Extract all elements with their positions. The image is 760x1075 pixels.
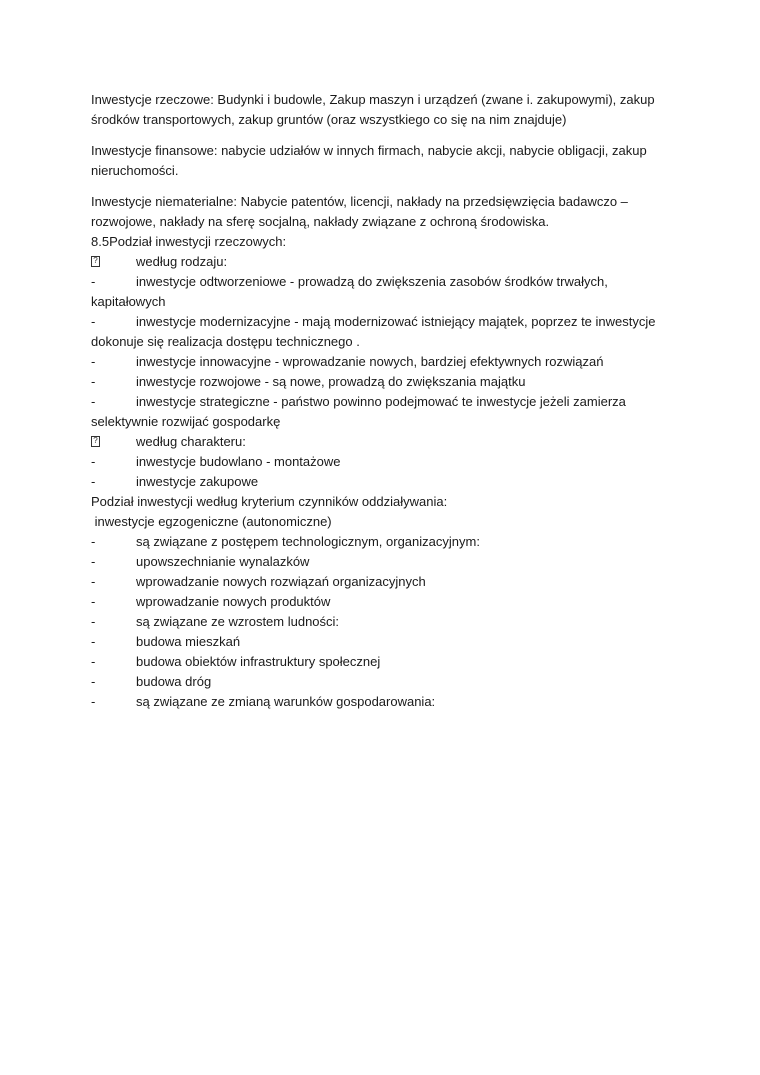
dash-marker: - <box>91 554 96 569</box>
list-item <box>91 552 660 572</box>
dash-marker: - <box>91 694 96 709</box>
dash-marker: - <box>91 374 96 389</box>
list-item-text: wprowadzanie nowych produktów <box>136 594 331 609</box>
list-item-text: budowa dróg <box>136 674 212 689</box>
category-by-character <box>91 432 660 452</box>
list-item-text: budowa obiektów infrastruktury społecznej <box>136 654 381 669</box>
missing-glyph-icon <box>91 252 100 272</box>
exogenous-heading: inwestycje egzogeniczne (autonomiczne) <box>91 514 332 529</box>
list-item-text: inwestycje odtworzeniowe - prowadzą do zwiększenia zasobów środków trwałych, kapitałowych <box>91 274 608 309</box>
list-item <box>91 652 660 672</box>
list-item <box>91 352 660 372</box>
list-item <box>91 632 660 652</box>
section-heading: 8.5Podział inwestycji rzeczowych: <box>91 234 287 249</box>
paragraph-material-investments: Inwestycje rzeczowe: Budynki i budowle, Zakup maszyn i urządzeń (zwane i. zakupowymi), zakup środków transportowych, zakup gruntów (oraz wszystkiego co się na nim znajduje) <box>91 92 655 127</box>
paragraph-financial-investments: Inwestycje finansowe: nabycie udziałów w innych firmach, nabycie akcji, nabycie obligacji, zakup nieruchomości. <box>91 143 647 178</box>
category-label: według rodzaju: <box>136 254 228 269</box>
list-item-text: inwestycje zakupowe <box>136 474 259 489</box>
list-item <box>91 372 660 392</box>
list-item-text: inwestycje rozwojowe - są nowe, prowadzą do zwiększania majątku <box>136 374 526 389</box>
missing-glyph-icon <box>91 432 100 452</box>
list-item-text: inwestycje budowlano - montażowe <box>136 454 341 469</box>
dash-marker: - <box>91 474 96 489</box>
dash-marker: - <box>91 274 96 289</box>
category-label: według charakteru: <box>136 434 246 449</box>
list-item-text: inwestycje innowacyjne - wprowadzanie nowych, bardziej efektywnych rozwiązań <box>136 354 604 369</box>
dash-marker: - <box>91 674 96 689</box>
list-item-text: są związane ze wzrostem ludności: <box>136 614 340 629</box>
list-item <box>91 312 660 352</box>
list-item <box>91 692 660 712</box>
paragraph-intangible-investments: Inwestycje niematerialne: Nabycie patentów, licencji, nakłady na przedsięwzięcia badawczo – rozwojowe, nakłady na sferę socjalną, nakłady związane z ochroną środowiska. <box>91 194 628 229</box>
dash-marker: - <box>91 614 96 629</box>
dash-marker: - <box>91 574 96 589</box>
dash-marker: - <box>91 314 96 329</box>
list-item <box>91 572 660 592</box>
list-item <box>91 532 660 552</box>
list-item <box>91 452 660 472</box>
list-item-text: budowa mieszkań <box>136 634 241 649</box>
list-item-text: są związane z postępem technologicznym, organizacyjnym: <box>136 534 480 549</box>
category-by-type <box>91 252 660 272</box>
list-item-text: upowszechnianie wynalazków <box>136 554 310 569</box>
dash-marker: - <box>91 534 96 549</box>
dash-marker: - <box>91 394 96 409</box>
list-item-text: inwestycje modernizacyjne - mają modernizować istniejący majątek, poprzez te inwestycje dokonuje się realizacja dostępu technicznego . <box>91 314 656 349</box>
dash-marker: - <box>91 654 96 669</box>
dash-marker: - <box>91 354 96 369</box>
dash-marker: - <box>91 594 96 609</box>
dash-marker: - <box>91 634 96 649</box>
list-item <box>91 672 660 692</box>
list-item <box>91 472 660 492</box>
list-item-text: wprowadzanie nowych rozwiązań organizacyjnych <box>136 574 426 589</box>
list-item <box>91 592 660 612</box>
list-item-text: inwestycje strategiczne - państwo powinno podejmować te inwestycje jeżeli zamierza selektywnie rozwijać gospodarkę <box>91 394 626 429</box>
list-item <box>91 272 660 312</box>
list-item <box>91 392 660 432</box>
list-item-text: są związane ze zmianą warunków gospodarowania: <box>136 694 436 709</box>
dash-marker: - <box>91 454 96 469</box>
factors-heading: Podział inwestycji według kryterium czynników oddziaływania: <box>91 494 448 509</box>
list-item <box>91 612 660 632</box>
